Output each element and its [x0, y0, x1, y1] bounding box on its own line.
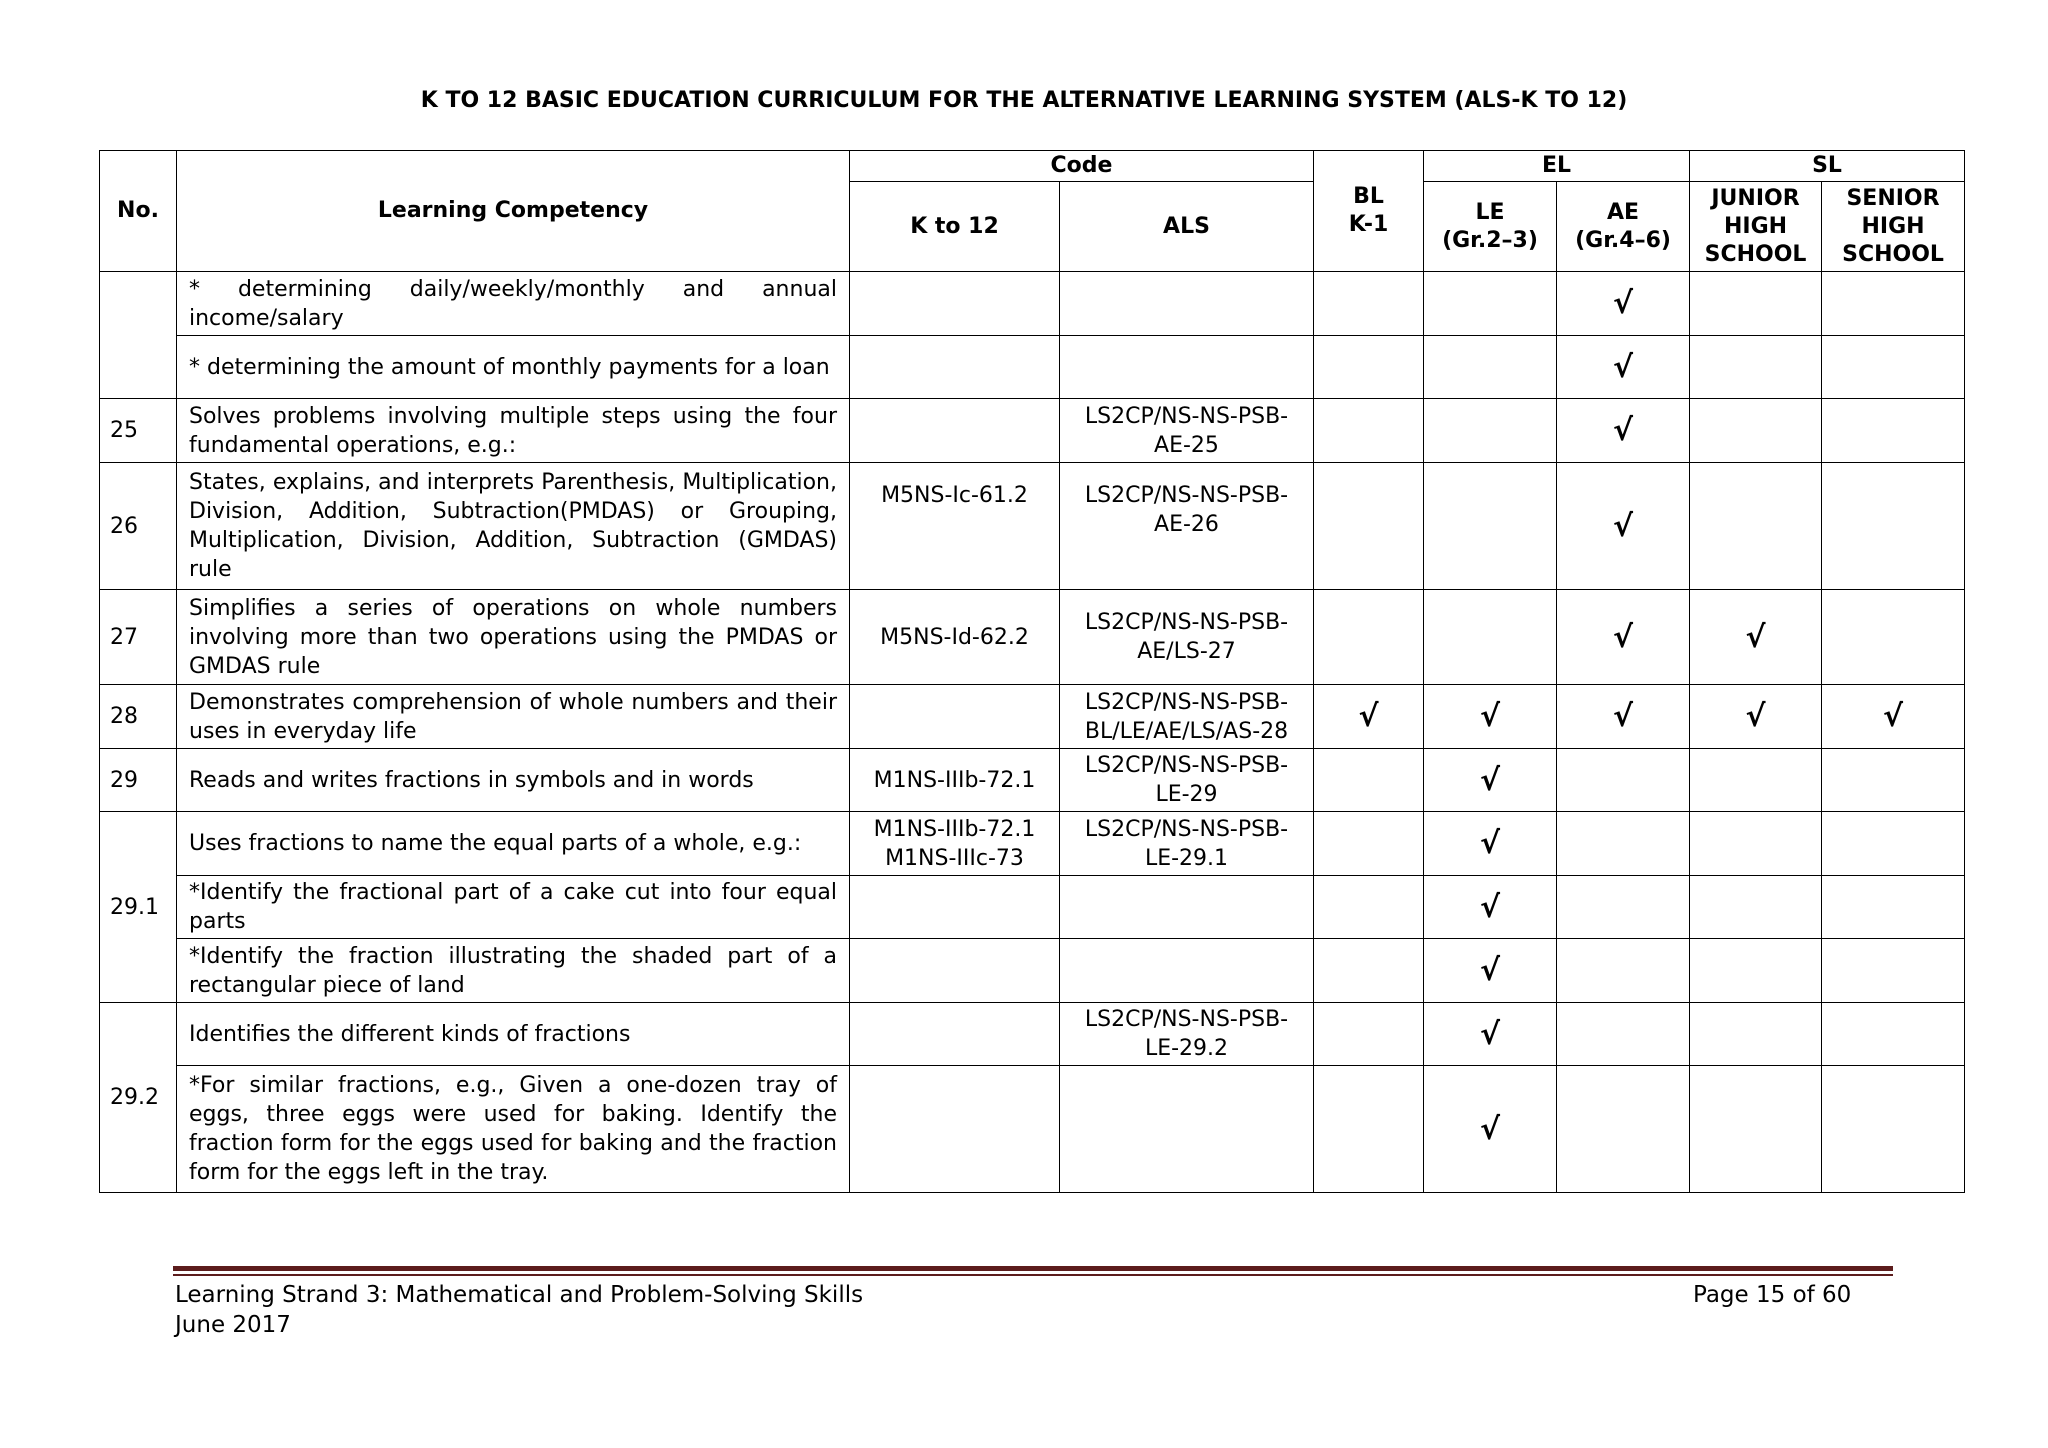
footer-page-number: Page 15 of 60: [1693, 1282, 1852, 1308]
learning-competency: Identifies the different kinds of fractions: [177, 1003, 850, 1066]
learning-competency: *Identify the fraction illustrating the shaded part of a rectangular piece of land: [177, 939, 850, 1003]
header-als: ALS: [1060, 182, 1314, 272]
check-mark: √: [1690, 590, 1822, 685]
k12-code: M1NS-IIIb-72.1: [850, 749, 1060, 812]
als-code: LS2CP/NS-NS-PSB- AE-25: [1060, 399, 1314, 463]
row-no: 29.1: [100, 812, 177, 1003]
header-el: EL: [1424, 151, 1690, 182]
table-row: [100, 272, 1965, 336]
footer-date: June 2017: [175, 1312, 291, 1338]
als-code: LS2CP/NS-NS-PSB- LE-29.1: [1060, 812, 1314, 876]
header-learning-competency: Learning Competency: [177, 151, 850, 272]
learning-competency: Solves problems involving multiple steps using the four fundamental operations, e.g.:: [177, 399, 850, 463]
check-mark: √: [1557, 685, 1690, 749]
header-ae: AE (Gr.4–6): [1557, 182, 1690, 272]
row-no: 29: [100, 749, 177, 812]
row-no: 27: [100, 590, 177, 685]
als-code: LS2CP/NS-NS-PSB- LE-29: [1060, 749, 1314, 812]
als-code: LS2CP/NS-NS-PSB- AE-26: [1060, 463, 1314, 590]
check-mark: √: [1314, 685, 1424, 749]
k12-code: M1NS-IIIb-72.1 M1NS-IIIc-73: [850, 812, 1060, 876]
check-mark: √: [1822, 685, 1965, 749]
als-code: LS2CP/NS-NS-PSB- AE/LS-27: [1060, 590, 1314, 685]
check-mark: √: [1424, 685, 1557, 749]
check-mark: √: [1424, 1003, 1557, 1066]
check-mark: √: [1424, 812, 1557, 876]
row-no: 29.2: [100, 1003, 177, 1193]
header-sl: SL: [1690, 151, 1965, 182]
header-junior-high-school: JUNIOR HIGH SCHOOL: [1690, 182, 1822, 272]
table-row: [100, 1066, 1965, 1193]
footer-divider: [173, 1266, 1893, 1271]
table-row: [100, 463, 1965, 590]
table-row: [100, 812, 1965, 876]
als-code: LS2CP/NS-NS-PSB- BL/LE/AE/LS/AS-28: [1060, 685, 1314, 749]
k12-code: M5NS-Ic-61.2: [850, 463, 1060, 590]
check-mark: √: [1424, 939, 1557, 1003]
header-k-to-12: K to 12: [850, 182, 1060, 272]
als-code: LS2CP/NS-NS-PSB- LE-29.2: [1060, 1003, 1314, 1066]
footer-strand: Learning Strand 3: Mathematical and Problem-Solving Skills: [175, 1282, 864, 1308]
header-bl: BL K-1: [1314, 151, 1424, 272]
check-mark: √: [1557, 336, 1690, 399]
table-row: [100, 336, 1965, 399]
learning-competency: * determining daily/weekly/monthly and annual income/salary: [177, 272, 850, 336]
learning-competency: Uses fractions to name the equal parts of a whole, e.g.:: [177, 812, 850, 876]
learning-competency: Simplifies a series of operations on whole numbers involving more than two operations using the PMDAS or GMDAS rule: [177, 590, 850, 685]
table-row: [100, 1003, 1965, 1066]
k12-code: M5NS-Id-62.2: [850, 590, 1060, 685]
row-no: [100, 272, 177, 399]
check-mark: √: [1424, 749, 1557, 812]
curriculum-table: [99, 150, 1965, 1193]
header-no: No.: [100, 151, 177, 272]
table-row: [100, 399, 1965, 463]
learning-competency: Reads and writes fractions in symbols and in words: [177, 749, 850, 812]
check-mark: √: [1690, 685, 1822, 749]
check-mark: √: [1424, 876, 1557, 939]
learning-competency: *Identify the fractional part of a cake cut into four equal parts: [177, 876, 850, 939]
check-mark: √: [1557, 590, 1690, 685]
learning-competency: Demonstrates comprehension of whole numbers and their uses in everyday life: [177, 685, 850, 749]
check-mark: √: [1557, 463, 1690, 590]
row-no: 25: [100, 399, 177, 463]
table-row: [100, 749, 1965, 812]
header-le: LE (Gr.2–3): [1424, 182, 1557, 272]
check-mark: √: [1424, 1066, 1557, 1193]
header-code: Code: [850, 151, 1314, 182]
row-no: 28: [100, 685, 177, 749]
footer-divider-thin: [173, 1274, 1893, 1276]
table-row: [100, 685, 1965, 749]
check-mark: √: [1557, 272, 1690, 336]
table-row: [100, 939, 1965, 1003]
learning-competency: *For similar fractions, e.g., Given a one-dozen tray of eggs, three eggs were used for baking. Identify the fraction form for the eggs used for baking and the fraction form for the eggs left in the tray.: [177, 1066, 850, 1193]
learning-competency: * determining the amount of monthly payments for a loan: [177, 336, 850, 399]
row-no: 26: [100, 463, 177, 590]
table-row: [100, 590, 1965, 685]
table-row: [100, 876, 1965, 939]
learning-competency: States, explains, and interprets Parenthesis, Multiplication, Division, Addition, Subtraction(PMDAS) or Grouping, Multiplication, Division, Addition, Subtraction (GMDAS) rule: [177, 463, 850, 590]
check-mark: √: [1557, 399, 1690, 463]
header-senior-high-school: SENIOR HIGH SCHOOL: [1822, 182, 1965, 272]
document-title: K TO 12 BASIC EDUCATION CURRICULUM FOR THE ALTERNATIVE LEARNING SYSTEM (ALS-K TO 12): [420, 88, 1628, 113]
